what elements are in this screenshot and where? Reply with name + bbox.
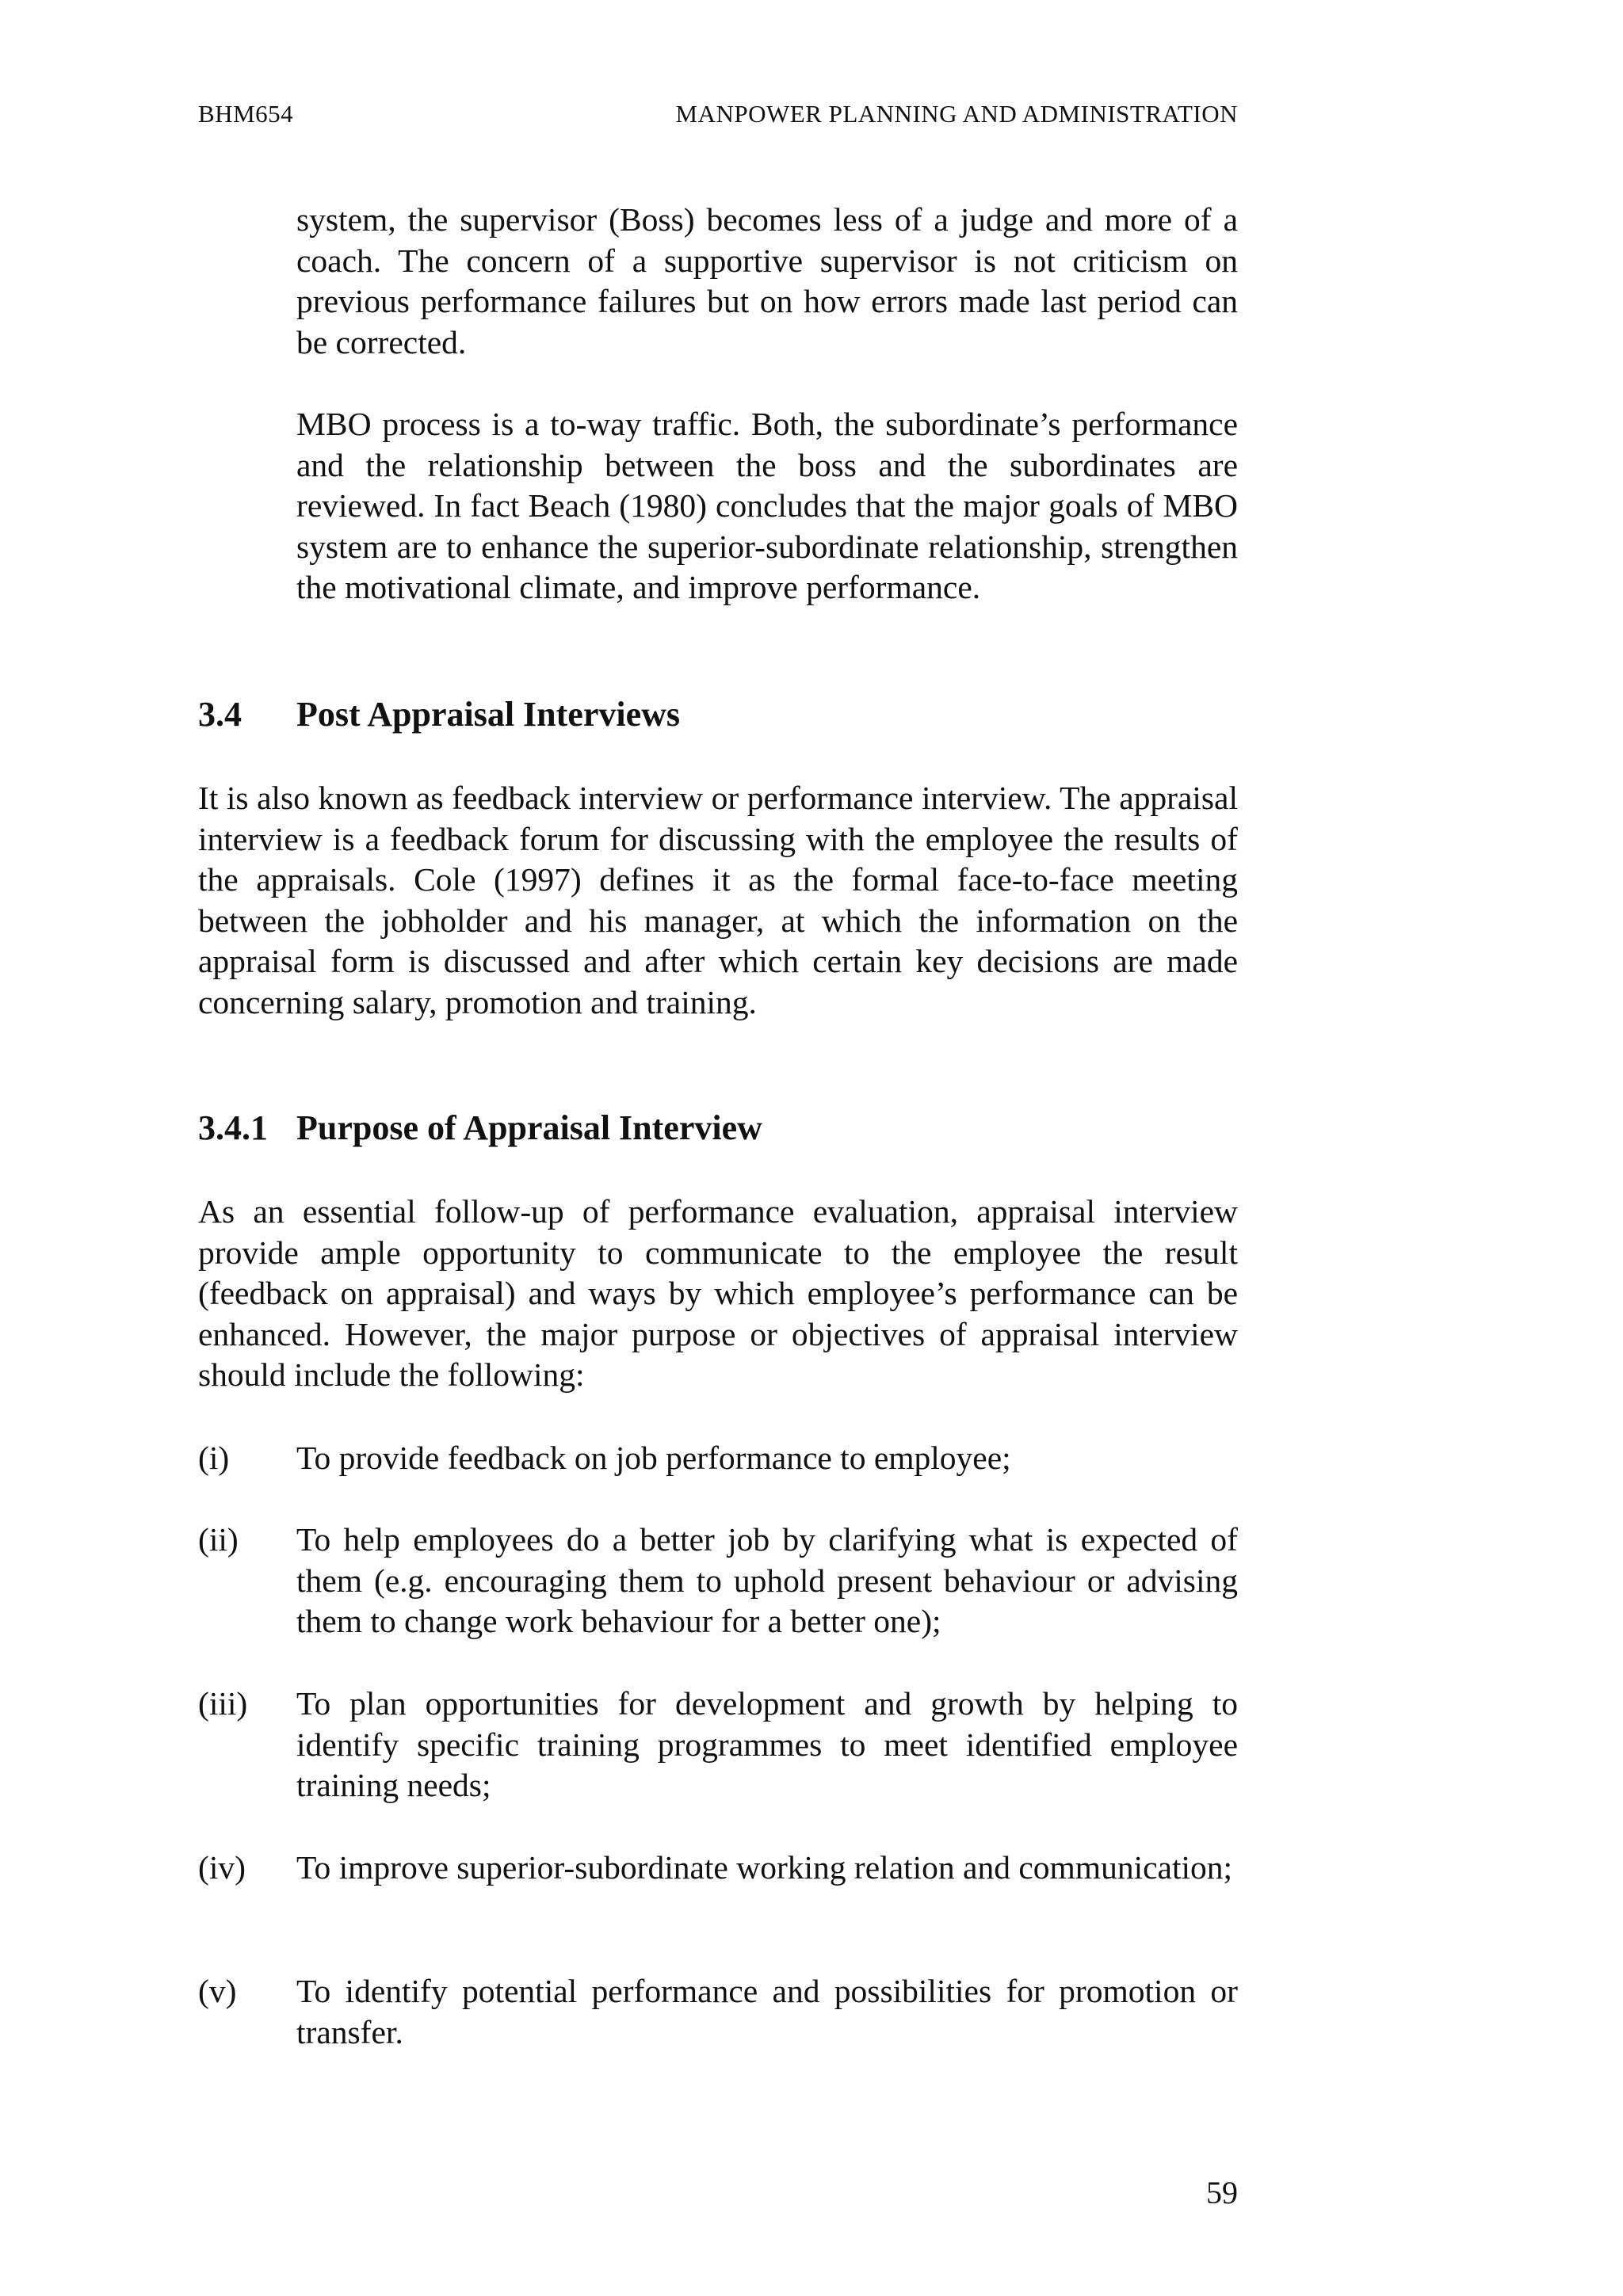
list-marker: (i)	[198, 1440, 230, 1476]
list-text: To improve superior-subordinate working relation and communication;	[296, 1849, 1233, 1886]
course-title: MANPOWER PLANNING AND ADMINISTRATION	[675, 100, 1238, 128]
list-marker: (v)	[198, 1973, 237, 2009]
section-title: Purpose of Appraisal Interview	[296, 1108, 762, 1147]
paragraph-supportive-supervisor: system, the supervisor (Boss) becomes less of a judge and more of a coach. The concern of a supportive supervisor is not criticism on previous performance failures but on how errors made last period can be corrected.	[296, 201, 1238, 360]
paragraph-mbo-process: MBO process is a to-way traffic. Both, the subordinate’s performance and the relationship between the boss and the subordinates are reviewed. In fact Beach (1980) concludes that the major goals of MBO system are to enhance the superior-subordinate relationship, strengthen the motivational climate, and improve performance.	[296, 406, 1238, 605]
list-text: To plan opportunities for development and growth by helping to identify specific training programmes to meet identified employee training needs;	[296, 1685, 1238, 1803]
list-text: To identify potential performance and possibilities for promotion or transfer.	[296, 1973, 1238, 2050]
list-marker: (iv)	[198, 1849, 246, 1886]
section-number: 3.4.1	[198, 1108, 268, 1147]
list-marker: (ii)	[198, 1521, 239, 1558]
section-title: Post Appraisal Interviews	[296, 695, 680, 734]
section-number: 3.4	[198, 695, 242, 734]
paragraph-follow-up: As an essential follow-up of performance evaluation, appraisal interview provide ample opportunity to communicate to the employee the result (feedback on appraisal) and ways by which employee’s performance can be enhanced. However, the major purpose or objectives of appraisal interview should include the following:	[198, 1193, 1238, 1393]
course-code: BHM654	[198, 100, 294, 128]
list-text: To provide feedback on job performance to employee;	[296, 1440, 1011, 1476]
paragraph-appraisal-interview: It is also known as feedback interview or performance interview. The appraisal interview is a feedback forum for discussing with the employee the results of the appraisals. Cole (1997) defines it as the formal face-to-face meeting between the jobholder and his manager, at which the information on the appraisal form is discussed and after which certain key decisions are made concerning salary, promotion and training.	[198, 780, 1238, 1020]
page-number: 59	[1206, 2175, 1238, 2210]
list-text: To help employees do a better job by clarifying what is expected of them (e.g. encouraging them to uphold present behaviour or advising them to change work behaviour for a better one);	[296, 1521, 1238, 1639]
list-marker: (iii)	[198, 1685, 248, 1722]
